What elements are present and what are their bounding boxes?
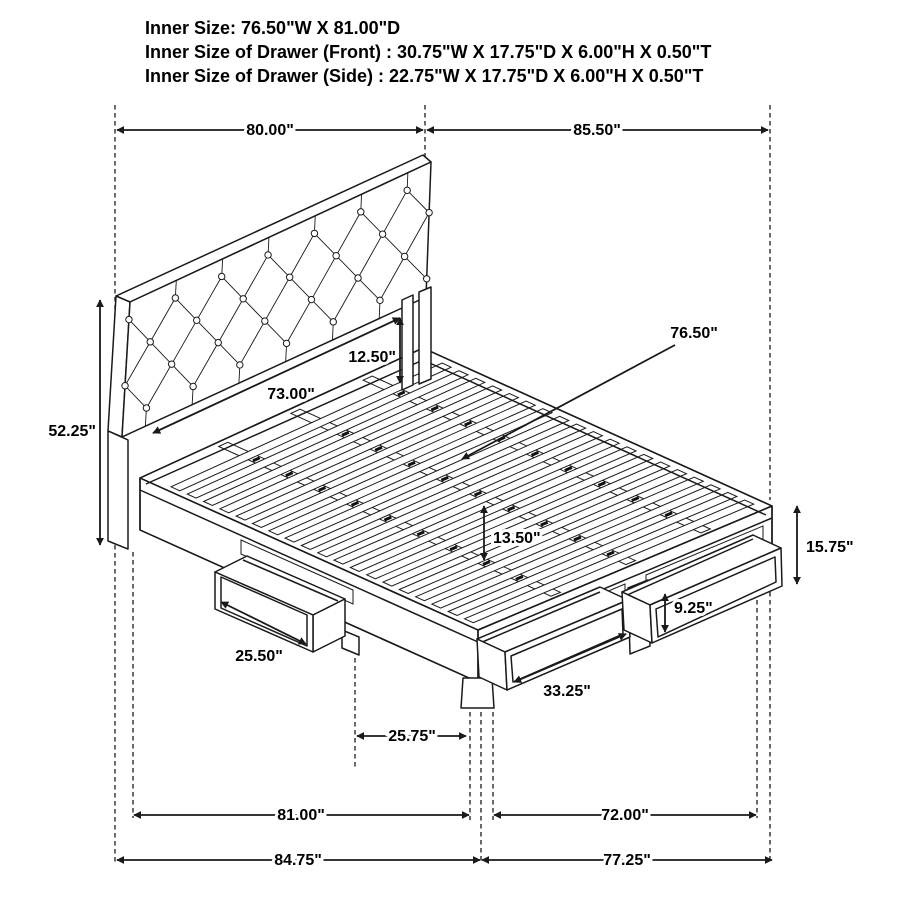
title-line-1: Inner Size: 76.50"W X 81.00"D xyxy=(145,18,401,38)
dim-label-76-50: 76.50" xyxy=(670,325,718,342)
dim-label-73: 73.00" xyxy=(267,386,315,403)
dim-label-25-75: 25.75" xyxy=(388,728,436,745)
dim-label-15-75: 15.75" xyxy=(806,539,854,556)
dim-label-85-50: 85.50" xyxy=(573,122,621,139)
dim-label-52-25: 52.25" xyxy=(48,423,96,440)
title-block xyxy=(145,18,711,86)
title-line-2: Inner Size of Drawer (Front) : 30.75"W X 17.75"D X 6.00"H X 0.50"T xyxy=(145,42,712,62)
dim-label-72: 72.00" xyxy=(601,807,649,824)
dim-label-33-25: 33.25" xyxy=(543,683,591,700)
dim-label-9-25: 9.25" xyxy=(674,600,713,617)
dim-label-13-50: 13.50" xyxy=(493,530,541,547)
headboard-post-back xyxy=(419,287,431,384)
headboard-post-front xyxy=(402,295,413,390)
dim-label-80: 80.00" xyxy=(246,122,294,139)
dim-label-84-75: 84.75" xyxy=(274,852,322,869)
dim-label-25-50: 25.50" xyxy=(235,648,283,665)
dim-label-12-50: 12.50" xyxy=(348,349,396,366)
dim-label-77-25: 77.25" xyxy=(603,852,651,869)
title-line-3: Inner Size of Drawer (Side) : 22.75"W X 17.75"D X 6.00"H X 0.50"T xyxy=(145,66,704,86)
headboard-left-leg xyxy=(108,431,128,549)
dim-label-81: 81.00" xyxy=(277,807,325,824)
front-corner-leg xyxy=(461,678,494,708)
